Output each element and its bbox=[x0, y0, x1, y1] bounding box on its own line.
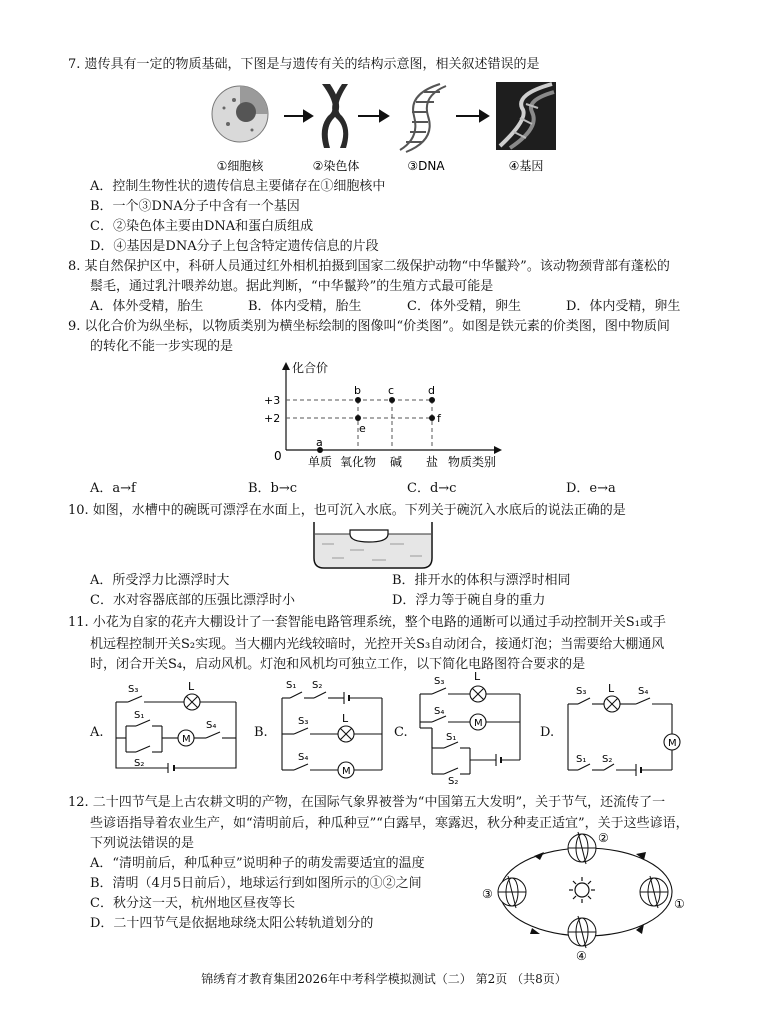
orbit-label-4: ④ bbox=[576, 949, 587, 962]
x-axis-label: 物质类别 bbox=[448, 455, 497, 469]
circuit-b-s3: S₃ bbox=[298, 716, 309, 727]
ytick-plus2: +2 bbox=[264, 412, 281, 425]
category-salt: 盐 bbox=[425, 455, 439, 469]
circuit-a-s1: S₁ bbox=[134, 710, 145, 721]
arrow-icon bbox=[456, 111, 488, 121]
q7-option-d: D．④基因是DNA分子上包含特定遗传信息的片段 bbox=[90, 239, 379, 254]
q10-option-a: A．所受浮力比漂浮时大 bbox=[90, 573, 230, 588]
q8-option-a: A．体外受精，胎生 bbox=[90, 299, 204, 314]
q12-stem-line2: 些谚语指导着农业生产，如“清明前后，种瓜种豆”“白露早，寒露迟，秋分种麦正适宜”，关于这些谚语， bbox=[90, 816, 689, 831]
label-nucleus: ①细胞核 bbox=[216, 159, 264, 173]
category-element: 单质 bbox=[307, 455, 333, 469]
point-b bbox=[355, 397, 361, 403]
q8-option-c: C．体外受精，卵生 bbox=[407, 299, 521, 314]
chromosome-image bbox=[322, 84, 349, 148]
point-c bbox=[389, 397, 395, 403]
sun-icon bbox=[569, 877, 595, 903]
arrow-icon bbox=[358, 111, 388, 121]
q12-option-b: B．清明（4月5日前后），地球运行到如图所示的①②之间 bbox=[90, 876, 422, 891]
circuit-b bbox=[272, 678, 392, 782]
earth-orbit-figure bbox=[478, 828, 698, 962]
circuit-b-s4: S₄ bbox=[298, 752, 309, 763]
q8-option-b: B．体内受精，胎生 bbox=[248, 299, 362, 314]
q10-water-tank-figure bbox=[310, 520, 436, 570]
circuit-c-s3: S₃ bbox=[434, 676, 445, 687]
q9-valence-chart bbox=[262, 360, 512, 472]
q9-option-c: C．d→c bbox=[407, 481, 457, 496]
q12-option-c: C．秋分这一天，杭州地区昼夜等长 bbox=[90, 896, 295, 911]
q10-option-b: B．排开水的体积与漂浮时相同 bbox=[392, 573, 571, 588]
point-label-b: b bbox=[354, 384, 361, 397]
dna-image bbox=[400, 84, 446, 152]
category-base: 碱 bbox=[389, 455, 403, 469]
q12-stem-line3: 下列说法错误的是 bbox=[90, 836, 195, 851]
earth-position-4 bbox=[568, 916, 596, 948]
circuit-c-s2: S₂ bbox=[448, 776, 459, 786]
circuit-a-s4: S₄ bbox=[206, 720, 217, 731]
q8-stem-line2: 鬃毛，通过乳汁喂养幼崽。据此判断，“中华鬣羚”的生殖方式最可能是 bbox=[90, 279, 494, 294]
q10-stem: 10. 如图，水槽中的碗既可漂浮在水面上，也可沉入水底。下列关于碗沉入水底后的说法正确的是 bbox=[68, 503, 626, 518]
label-gene: ④基因 bbox=[508, 159, 544, 173]
q8-stem-line1: 8. 某自然保护区中，科研人员通过红外相机拍摄到国家二级保护动物“中华鬣羚”。该动物颈背部有蓬松的 bbox=[68, 259, 670, 274]
circuit-d bbox=[562, 680, 690, 780]
circuit-c-lamp-label: L bbox=[474, 672, 481, 683]
q11-stem-line2: 机远程控制开关S₂实现。当大棚内光线较暗时，光控开关S₃自动闭合，接通灯泡；当需要给大棚通风 bbox=[90, 637, 665, 652]
circuit-d-s1: S₁ bbox=[576, 754, 587, 765]
circuit-d-s2: S₂ bbox=[602, 754, 613, 765]
circuit-b-letter: B. bbox=[254, 725, 268, 740]
q9-option-a: A．a→f bbox=[90, 481, 136, 496]
circuit-a-lamp-label: L bbox=[188, 680, 195, 693]
point-f bbox=[429, 415, 435, 421]
q7-option-b: B．一个③DNA分子中含有一个基因 bbox=[90, 199, 300, 214]
circuit-b-s1: S₁ bbox=[286, 680, 297, 691]
circuit-c-s1: S₁ bbox=[446, 732, 457, 743]
q9-stem-line1: 9. 以化合价为纵坐标，以物质类别为横坐标绘制的图像叫“价类图”。如图是铁元素的价类图，图中物质间 bbox=[68, 319, 670, 334]
cell-nucleus-image bbox=[212, 86, 268, 142]
point-label-f: f bbox=[437, 412, 441, 425]
label-chromosome: ②染色体 bbox=[312, 159, 360, 173]
q11-stem-line1: 11. 小花为自家的花卉大棚设计了一套智能电路管理系统，整个电路的通断可以通过手动控制开关S₁或手 bbox=[68, 615, 666, 630]
arrow-icon bbox=[284, 111, 312, 121]
q12-stem-line1: 12. 二十四节气是上古农耕文明的产物，在国际气象界被誉为“中国第五大发明”，关于节气，还流传了一 bbox=[68, 795, 666, 810]
point-label-d: d bbox=[428, 384, 435, 397]
orbit-label-3: ③ bbox=[482, 887, 493, 901]
circuit-c-motor-label: M bbox=[474, 718, 483, 729]
q10-option-c: C．水对容器底部的压强比漂浮时小 bbox=[90, 593, 295, 608]
circuit-a-s2: S₂ bbox=[134, 758, 145, 769]
q7-option-a: A．控制生物性状的遗传信息主要储存在①细胞核中 bbox=[90, 179, 386, 194]
point-label-a: a bbox=[316, 436, 323, 449]
circuit-d-letter: D. bbox=[540, 725, 555, 740]
q7-option-c: C．②染色体主要由DNA和蛋白质组成 bbox=[90, 219, 314, 234]
bowl-image bbox=[350, 530, 388, 542]
ytick-plus3: +3 bbox=[264, 394, 281, 407]
origin-label: 0 bbox=[274, 449, 282, 463]
circuit-a-s3: S₃ bbox=[128, 684, 139, 695]
q12-option-d: D．二十四节气是依据地球绕太阳公转轨道划分的 bbox=[90, 916, 374, 931]
point-e bbox=[355, 415, 361, 421]
circuit-c bbox=[410, 672, 532, 786]
earth-position-2 bbox=[568, 832, 596, 864]
q9-option-b: B．b→c bbox=[248, 481, 298, 496]
q7-figure bbox=[200, 78, 560, 176]
q11-stem-line3: 时，闭合开关S₄，启动风机。灯泡和风机均可独立工作，以下简化电路图符合要求的是 bbox=[90, 657, 586, 672]
category-oxide: 氧化物 bbox=[339, 455, 377, 469]
orbit-label-2: ② bbox=[598, 831, 609, 845]
q12-option-a: A．“清明前后，种瓜种豆”说明种子的萌发需要适宜的温度 bbox=[90, 856, 425, 871]
circuit-a-letter: A. bbox=[90, 725, 104, 740]
circuit-a-motor-label: M bbox=[182, 734, 191, 745]
earth-position-1 bbox=[640, 876, 668, 908]
point-label-e: e bbox=[359, 422, 366, 435]
circuit-c-s4: S₄ bbox=[434, 706, 445, 717]
circuit-c-letter: C. bbox=[394, 725, 408, 740]
q10-option-d: D．浮力等于碗自身的重力 bbox=[392, 593, 546, 608]
circuit-b-lamp-label: L bbox=[342, 712, 349, 725]
y-axis-label: 化合价 bbox=[292, 361, 329, 375]
q9-option-d: D．e→a bbox=[566, 481, 616, 496]
circuit-a bbox=[108, 680, 244, 780]
q8-option-d: D．体内受精，卵生 bbox=[566, 299, 681, 314]
q7-stem: 7. 遗传具有一定的物质基础，下图是与遗传有关的结构示意图，相关叙述错误的是 bbox=[68, 57, 540, 72]
circuit-d-motor-label: M bbox=[668, 738, 677, 749]
circuit-b-s2: S₂ bbox=[312, 680, 323, 691]
page-footer: 锦绣育才教育集团2026年中考科学模拟测试（二） 第2页 （共8页） bbox=[201, 972, 567, 986]
gene-image bbox=[496, 82, 556, 150]
label-dna: ③DNA bbox=[407, 159, 445, 173]
circuit-d-s4: S₄ bbox=[638, 686, 649, 697]
q9-stem-line2: 的转化不能一步实现的是 bbox=[90, 339, 234, 354]
circuit-d-lamp-label: L bbox=[608, 682, 615, 695]
point-d bbox=[429, 397, 435, 403]
point-label-c: c bbox=[388, 384, 395, 397]
circuit-b-motor-label: M bbox=[342, 766, 351, 777]
circuit-d-s3: S₃ bbox=[576, 686, 587, 697]
orbit-label-1: ① bbox=[674, 897, 685, 911]
